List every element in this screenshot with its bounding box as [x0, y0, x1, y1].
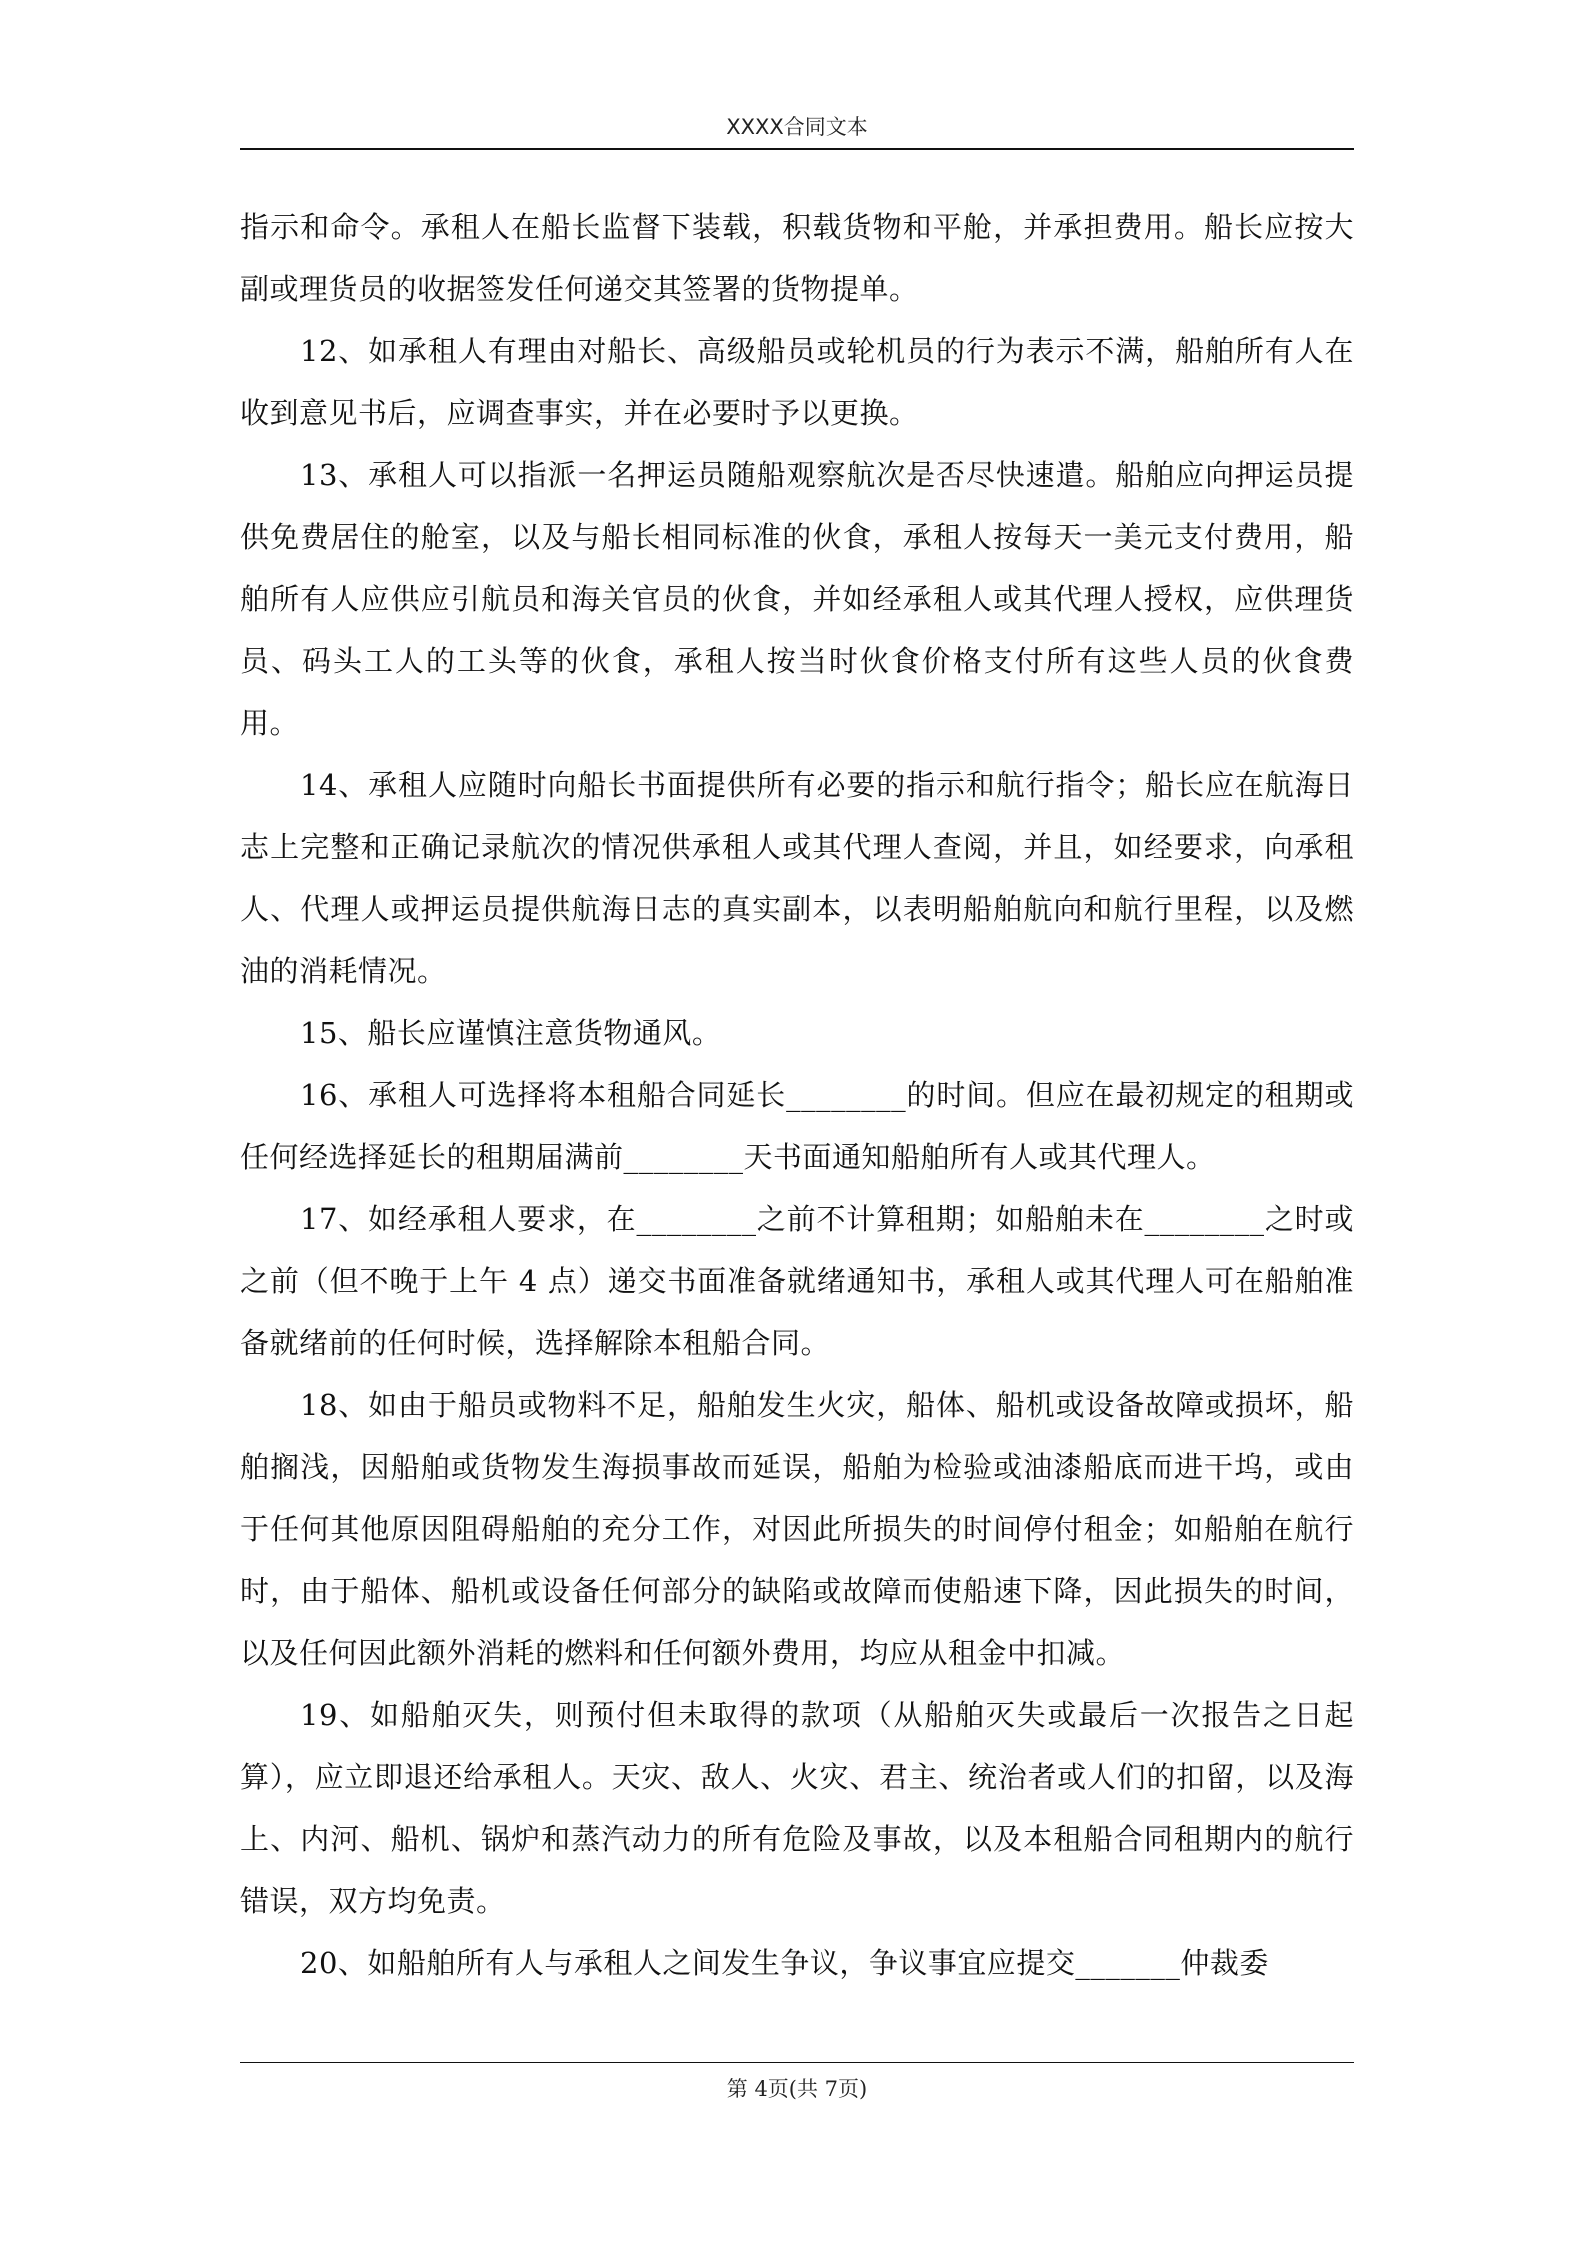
header-title: XXXX合同文本 — [726, 115, 868, 139]
paragraph-clause-16: 16、承租人可选择将本租船合同延长________的时间。但应在最初规定的租期或任何经选择延长的租期届满前________天书面通知船舶所有人或其代理人。 — [240, 1078, 1354, 1174]
paragraph-clause-14: 14、承租人应随时向船长书面提供所有必要的指示和航行指令；船长应在航海日志上完整和正确记录航次的情况供承租人或其代理人查阅，并且，如经要求，向承租人、代理人或押运员提供航海日志的真实副本，以表明船舶航向和航行里程，以及燃油的消耗情况。 — [240, 768, 1354, 988]
page-number: 第 4页(共 7页) — [726, 2077, 868, 2101]
paragraph-clause-19: 19、如船舶灭失，则预付但未取得的款项（从船舶灭失或最后一次报告之日起算），应立即退还给承租人。天灾、敌人、火灾、君主、统治者或人们的扣留，以及海上、内河、船机、锅炉和蒸汽动力的所有危险及事故，以及本租船合同租期内的航行错误，双方均免责。 — [240, 1698, 1354, 1918]
paragraph-clause-12: 12、如承租人有理由对船长、高级船员或轮机员的行为表示不满，船舶所有人在收到意见书后，应调查事实，并在必要时予以更换。 — [240, 334, 1354, 430]
paragraph-clause-13: 13、承租人可以指派一名押运员随船观察航次是否尽快速遣。船舶应向押运员提供免费居住的舱室，以及与船长相同标准的伙食，承租人按每天一美元支付费用，船舶所有人应供应引航员和海关官员的伙食，并如经承租人或其代理人授权，应供理货员、码头工人的工头等的伙食，承租人按当时伙食价格支付所有这些人员的伙食费用。 — [240, 458, 1354, 740]
paragraph-clause-17: 17、如经承租人要求，在________之前不计算租期；如船舶未在________之时或之前（但不晚于上午 4 点）递交书面准备就绪通知书，承租人或其代理人可在船舶准备就绪前的任何时候，选择解除本租船合同。 — [240, 1202, 1354, 1360]
document-body — [240, 196, 1354, 1994]
paragraph-continuation: 指示和命令。承租人在船长监督下装载，积载货物和平舱，并承担费用。船长应按大副或理货员的收据签发任何递交其签署的货物提单。 — [240, 210, 1354, 306]
header-divider — [240, 148, 1354, 150]
footer-divider — [240, 2062, 1354, 2063]
paragraph-clause-18: 18、如由于船员或物料不足，船舶发生火灾，船体、船机或设备故障或损坏，船舶搁浅，因船舶或货物发生海损事故而延误，船舶为检验或油漆船底而进干坞，或由于任何其他原因阻碍船舶的充分工作，对因此所损失的时间停付租金；如船舶在航行时，由于船体、船机或设备任何部分的缺陷或故障而使船速下降，因此损失的时间，以及任何因此额外消耗的燃料和任何额外费用，均应从租金中扣减。 — [240, 1388, 1354, 1670]
paragraph-clause-20: 20、如船舶所有人与承租人之间发生争议，争议事宜应提交_______仲裁委 — [300, 1946, 1269, 1980]
paragraph-clause-15: 15、船长应谨慎注意货物通风。 — [300, 1016, 722, 1050]
